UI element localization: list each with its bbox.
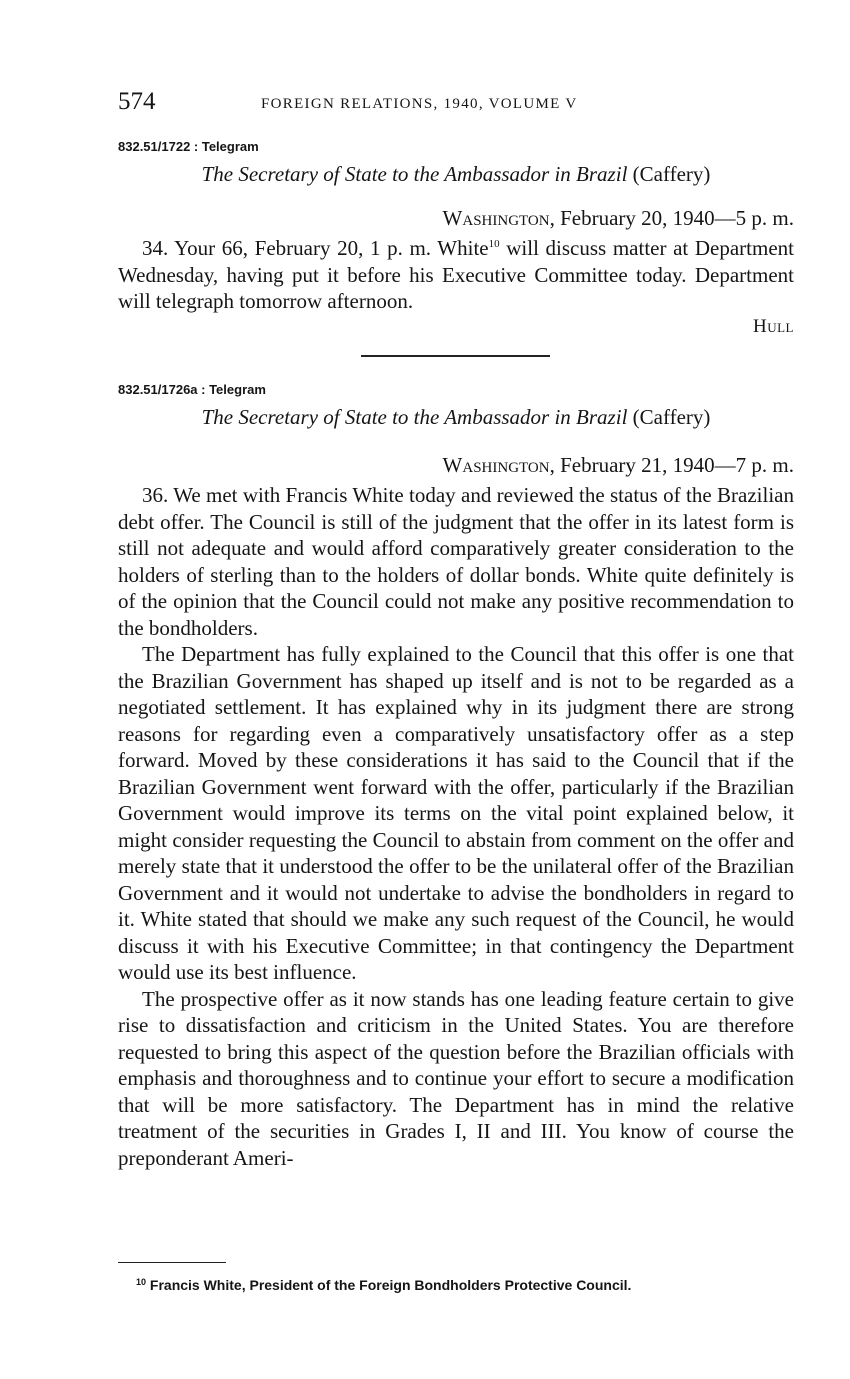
doc2-date: , February 21, 1940—7 p. m. xyxy=(549,453,794,477)
doc2-body xyxy=(118,482,794,1171)
doc1-body xyxy=(118,235,794,315)
footnote-divider xyxy=(118,1262,226,1263)
doc1-title-name: (Caffery) xyxy=(632,162,711,186)
doc2-dateline xyxy=(443,453,794,478)
footnote-text: Francis White, President of the Foreign Bondholders Protective Council. xyxy=(149,1277,632,1293)
footnote-reference: 10 xyxy=(488,238,500,250)
doc1-dateline xyxy=(443,206,794,231)
doc1-title xyxy=(118,162,794,187)
footnote xyxy=(136,1277,631,1293)
doc1-paragraph: 34. Your 66, February 20, 1 p. m. White$^{10}$ will discuss matter at Department Wednesday, having put it before his Executive Committee today. Department will telegraph tomorrow afternoon. xyxy=(118,236,794,313)
doc2-title-text: The Secretary of State to the Ambassador in Brazil xyxy=(201,405,628,429)
doc1-place: Washington xyxy=(442,206,550,230)
doc2-place: Washington xyxy=(442,453,550,477)
doc2-title-name: (Caffery) xyxy=(632,405,711,429)
section-divider xyxy=(361,355,550,357)
doc2-paragraph-3: The prospective offer as it now stands has one leading feature certain to give rise to dissatisfaction and criticism in the United States. You are therefore requested to bring this aspect of the question before the Brazilian officials with emphasis and thoroughness and to continue your effort to secure a modification that will be more satisfactory. The Department has in mind the relative treatment of the securities in Grades I, II and III. You know of course the preponderant Ameri- xyxy=(118,986,794,1170)
page-header xyxy=(118,88,798,122)
doc1-signature: Hull xyxy=(753,316,794,337)
doc2-title xyxy=(118,405,794,430)
doc1-date: , February 20, 1940—5 p. m. xyxy=(549,206,794,230)
doc2-paragraph-1: 36. We met with Francis White today and reviewed the status of the Brazilian debt offer. The Council is still of the judgment that the offer in its latest form is still not adequate and would afford comparatively greater consideration to the holders of sterling than to the holders of dollar bonds. White quite definitely is of the opinion that the Council could not make any positive recommendation to the bondholders. xyxy=(118,483,794,640)
doc1-title-text: The Secretary of State to the Ambassador in Brazil xyxy=(201,162,628,186)
page-number: 574 xyxy=(118,88,156,115)
doc2-file-reference: 832.51/1726a : Telegram xyxy=(118,382,266,397)
running-head: FOREIGN RELATIONS, 1940, VOLUME V xyxy=(261,96,578,112)
doc2-paragraph-2: The Department has fully explained to the Council that this offer is one that the Brazilian Government has shaped up itself and is not to be regarded as a negotiated settlement. It has explained why in its judgment there are strong reasons for regarding even a comparatively unsatisfactory offer as a step forward. Moved by these considerations it has said to the Council that if the Brazilian Government went forward with the offer, particularly if the Brazilian Government would improve its terms on the vital point explained below, it might consider requesting the Council to abstain from comment on the offer and merely state that it understood the offer to be the unilateral offer of the Brazilian Government and it would not undertake to advise the bondholders in regard to it. White stated that should we make any such request of the Council, he would discuss it with his Executive Committee; in that contingency the Department would use its best influence. xyxy=(118,642,794,984)
doc1-file-reference: 832.51/1722 : Telegram xyxy=(118,139,259,154)
footnote-mark: 10 xyxy=(136,1277,147,1287)
